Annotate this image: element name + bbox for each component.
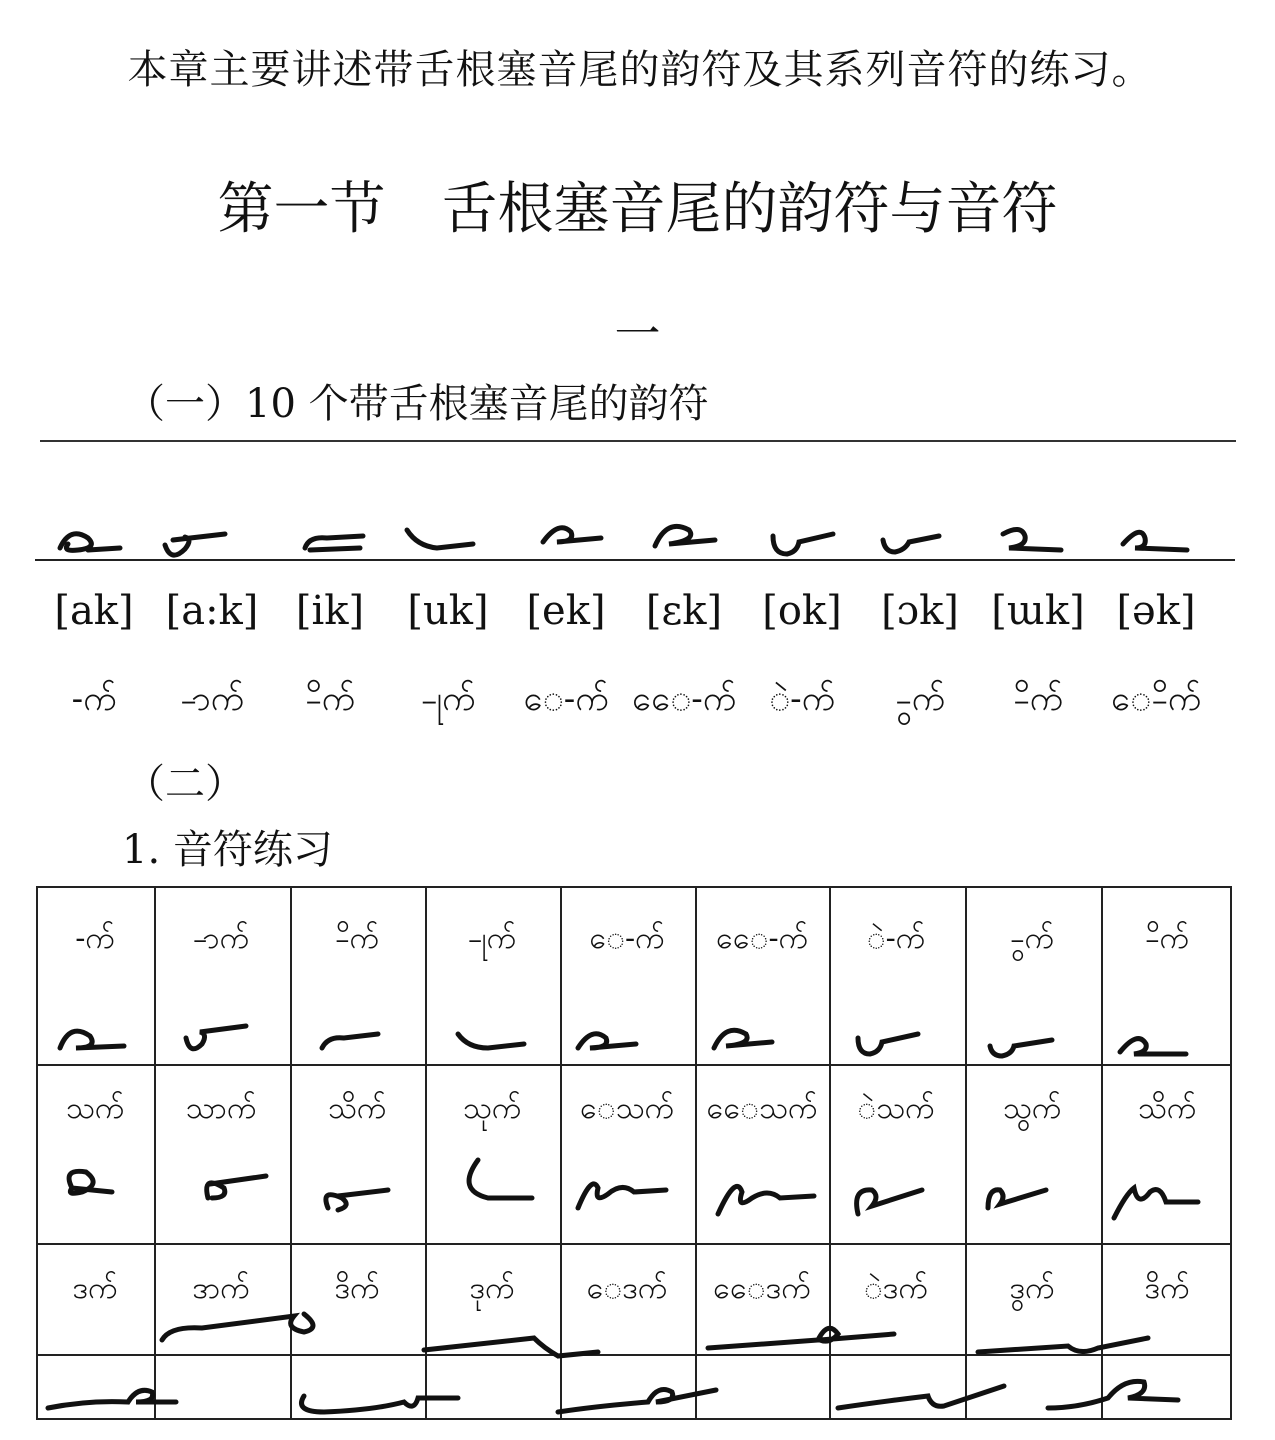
handwritten-final-ek2 — [655, 526, 715, 546]
myanmar-final: ဲ-က် — [769, 679, 835, 719]
myanmar-final: ေ-က် — [523, 679, 609, 719]
ipa-label: [ak] — [54, 588, 134, 634]
handwritten-row4-mark — [302, 1396, 459, 1412]
myanmar-final: ေေ-က် — [631, 679, 737, 719]
handwritten-final-aak — [165, 534, 225, 555]
divider-line — [40, 440, 1236, 442]
handwritten-row2-mark — [988, 1190, 1046, 1208]
ipa-row — [35, 588, 1235, 648]
grid-cell-text: ေ-က် — [589, 921, 665, 956]
ipa-label: [ək] — [1116, 588, 1196, 634]
myanmar-final: -ိက် — [305, 679, 355, 719]
subsection-1-title: （一）10 个带舌根塞音尾的韵符 — [125, 381, 709, 427]
grid-cell-text: ဲ-က် — [866, 921, 926, 956]
section-heading — [0, 165, 1275, 245]
handwritten-row4-mark — [1048, 1381, 1178, 1408]
ipa-label: [uk] — [407, 588, 489, 634]
section-number: 第一节 — [217, 177, 386, 242]
ipa-label: [ɯk] — [991, 588, 1085, 634]
handwritten-final-ik — [305, 536, 363, 550]
handwritten-final-ok — [773, 534, 833, 554]
handwritten-row1-mark — [858, 1034, 918, 1054]
myanmar-final: -ွက် — [895, 679, 945, 719]
handwritten-row2-mark — [718, 1186, 814, 1214]
handwritten-grid-svg — [38, 888, 1234, 1422]
handwritten-row4-mark — [558, 1390, 716, 1412]
handwritten-row4-mark — [838, 1386, 1004, 1408]
handwritten-row1-mark — [60, 1031, 124, 1048]
handwritten-finals-svg — [35, 500, 1235, 580]
subsection-2-title: （二） — [125, 761, 245, 807]
myanmar-final: ေ-ိက် — [1111, 679, 1201, 719]
grid-cell-text: -ိက် — [335, 921, 379, 956]
section-title: 舌根塞音尾的韵符与音符 — [441, 177, 1058, 242]
grid-cell-text: ဒက် — [72, 1271, 118, 1306]
handwritten-row1-mark — [458, 1034, 524, 1048]
ipa-label: [ɔk] — [881, 588, 959, 634]
handwritten-row1-mark — [990, 1040, 1052, 1056]
practice-title: 1. 音符练习 — [122, 827, 333, 873]
ipa-label: [ok] — [762, 588, 842, 634]
handwritten-final-uk — [407, 530, 473, 548]
handwritten-row3-mark — [162, 1314, 313, 1340]
handwritten-final-ak — [60, 534, 120, 551]
intro-text: 本章主要讲述带舌根塞音尾的韵符及其系列音符的练习。 — [127, 47, 1153, 93]
practice-grid — [36, 886, 1232, 1420]
handwritten-row2-mark — [69, 1171, 112, 1193]
grid-cell-text: ေေဒက် — [713, 1271, 811, 1306]
grid-cell-text: ေဒက် — [586, 1271, 668, 1306]
handwritten-row2-mark — [207, 1176, 266, 1198]
grid-cell-text: -က် — [75, 921, 115, 956]
grid-cell-text: သက် — [65, 1091, 125, 1126]
grid-cell-text: ဒိက် — [1144, 1271, 1190, 1306]
handwritten-row2-mark — [1114, 1188, 1198, 1218]
grid-cell-text: ဒွက် — [1009, 1271, 1055, 1306]
myanmar-final: -ာက် — [180, 679, 244, 719]
grid-cell-text: -ွက် — [1010, 921, 1054, 956]
ipa-label: [ɛk] — [645, 588, 723, 634]
handwritten-row3-mark — [978, 1338, 1148, 1352]
handwritten-row3-mark — [708, 1328, 894, 1348]
handwritten-final-ork — [883, 536, 939, 552]
grid-cell-text: ဲသက် — [857, 1091, 935, 1126]
grid-cell-text: ဒာက် — [192, 1271, 250, 1306]
grid-cell-text: ေသက် — [580, 1091, 674, 1126]
handwritten-row1-mark — [1120, 1039, 1186, 1054]
handwritten-row1-mark — [322, 1034, 378, 1048]
handwritten-row4-mark — [48, 1390, 176, 1408]
handwritten-row1-mark — [714, 1030, 772, 1048]
myanmar-final: -က် — [71, 679, 117, 719]
grid-cell-text: ဒိက် — [334, 1271, 380, 1306]
handwritten-row3-mark — [424, 1338, 598, 1356]
myanmar-finals-row — [35, 676, 1235, 736]
handwritten-row2-mark — [326, 1190, 388, 1210]
grid-cell-text: -ုက် — [467, 921, 517, 956]
grid-cell-text: သိက် — [1137, 1091, 1197, 1126]
ipa-label: [ek] — [526, 588, 606, 634]
grid-cell-text: -ိက် — [1145, 921, 1189, 956]
grid-cell-text: သိက် — [327, 1091, 387, 1126]
handwritten-row1-mark — [578, 1034, 636, 1048]
grid-cell-text: ေေ-က် — [716, 921, 808, 956]
handwritten-row2-mark — [578, 1184, 666, 1208]
ipa-label: [ik] — [295, 588, 365, 634]
ipa-label: [a:k] — [165, 588, 259, 634]
handwritten-final-ek — [543, 528, 601, 542]
grid-cell-text: ဲဒက် — [864, 1271, 928, 1306]
grid-cell-text: ေေသက် — [706, 1091, 818, 1126]
roman-marker: 一 — [614, 307, 661, 361]
grid-cell-text: -ာက် — [192, 921, 250, 956]
handwritten-row1-mark — [186, 1026, 246, 1049]
grid-cell-text: ဒုက် — [469, 1271, 515, 1306]
handwritten-final-uuk — [1003, 529, 1061, 550]
myanmar-final: -ုက် — [420, 679, 476, 719]
handwritten-final-ek3 — [1123, 532, 1187, 550]
myanmar-final: -ိက် — [1013, 679, 1063, 719]
handwritten-row2-mark — [469, 1160, 532, 1198]
handwritten-row2-mark — [857, 1190, 922, 1214]
grid-cell-text: သုက် — [462, 1091, 522, 1126]
handwritten-finals-row — [35, 500, 1235, 580]
grid-cell-text: သွက် — [1002, 1091, 1062, 1126]
grid-cell-text: သာက် — [185, 1091, 257, 1126]
